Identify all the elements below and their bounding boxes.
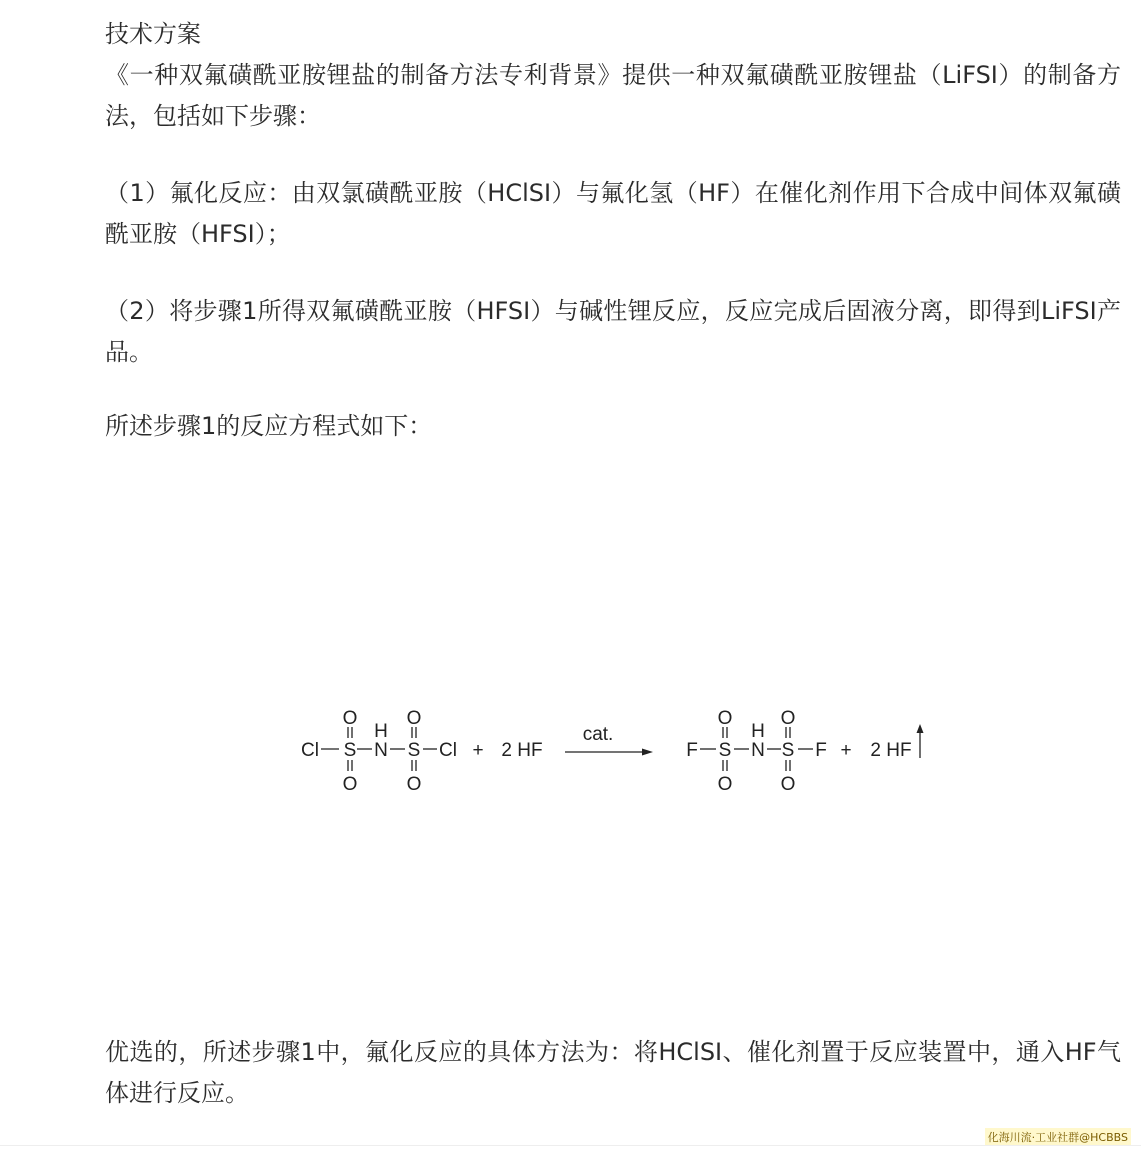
plus-sign: + xyxy=(840,740,852,761)
atom-label: N xyxy=(374,740,388,761)
watermark: 化海川流·工业社群@HCBBS xyxy=(985,1128,1131,1146)
atom-label: H xyxy=(751,721,765,742)
reaction-arrow-head xyxy=(642,749,653,756)
step-1-paragraph: （1）氟化反应：由双氯磺酰亚胺（HClSI）与氟化氢（HF）在催化剂作用下合成中间体双氟磺酰亚胺（HFSI）； xyxy=(105,179,1121,248)
atom-label: S xyxy=(781,740,795,761)
atom-label: O xyxy=(342,708,358,729)
atom-label: Cl xyxy=(301,740,319,761)
atom-label: O xyxy=(342,774,358,795)
intro-paragraph: 《一种双氟磺酰亚胺锂盐的制备方法专利背景》提供一种双氟磺酰亚胺锂盐（LiFSI）的制备方法，包括如下步骤： xyxy=(105,61,1121,130)
reaction-scheme xyxy=(280,700,940,800)
atom-label: S xyxy=(343,740,357,761)
atom-label: O xyxy=(780,774,796,795)
atom-label: O xyxy=(406,774,422,795)
preferred-method-paragraph: 优选的，所述步骤1中，氟化反应的具体方法为：将HClSI、催化剂置于反应装置中，通入HF气体进行反应。 xyxy=(105,1038,1121,1107)
atom-label: S xyxy=(718,740,732,761)
catalyst-label: cat. xyxy=(582,724,614,745)
atom-label: S xyxy=(407,740,421,761)
atom-label: O xyxy=(780,708,796,729)
atom-label: O xyxy=(717,708,733,729)
equation-intro-paragraph: 所述步骤1的反应方程式如下： xyxy=(105,412,433,440)
article-body xyxy=(105,14,1121,447)
section-heading: 技术方案 xyxy=(105,20,201,48)
atom-label: F xyxy=(815,740,827,761)
plus-sign: + xyxy=(472,740,484,761)
article-body-continued xyxy=(105,1032,1121,1114)
atom-label: O xyxy=(717,774,733,795)
gas-arrow-head xyxy=(917,724,924,733)
atom-label: F xyxy=(686,740,698,761)
atom-label: H xyxy=(374,721,388,742)
byproduct-label: 2 HF xyxy=(870,740,912,761)
divider xyxy=(0,1145,1141,1146)
step-2-paragraph: （2）将步骤1所得双氟磺酰亚胺（HFSI）与碱性锂反应，反应完成后固液分离，即得到LiFSI产品。 xyxy=(105,297,1121,366)
reagent-label: 2 HF xyxy=(501,740,543,761)
atom-label: N xyxy=(751,740,765,761)
atom-label: Cl xyxy=(439,740,457,761)
atom-label: O xyxy=(406,708,422,729)
